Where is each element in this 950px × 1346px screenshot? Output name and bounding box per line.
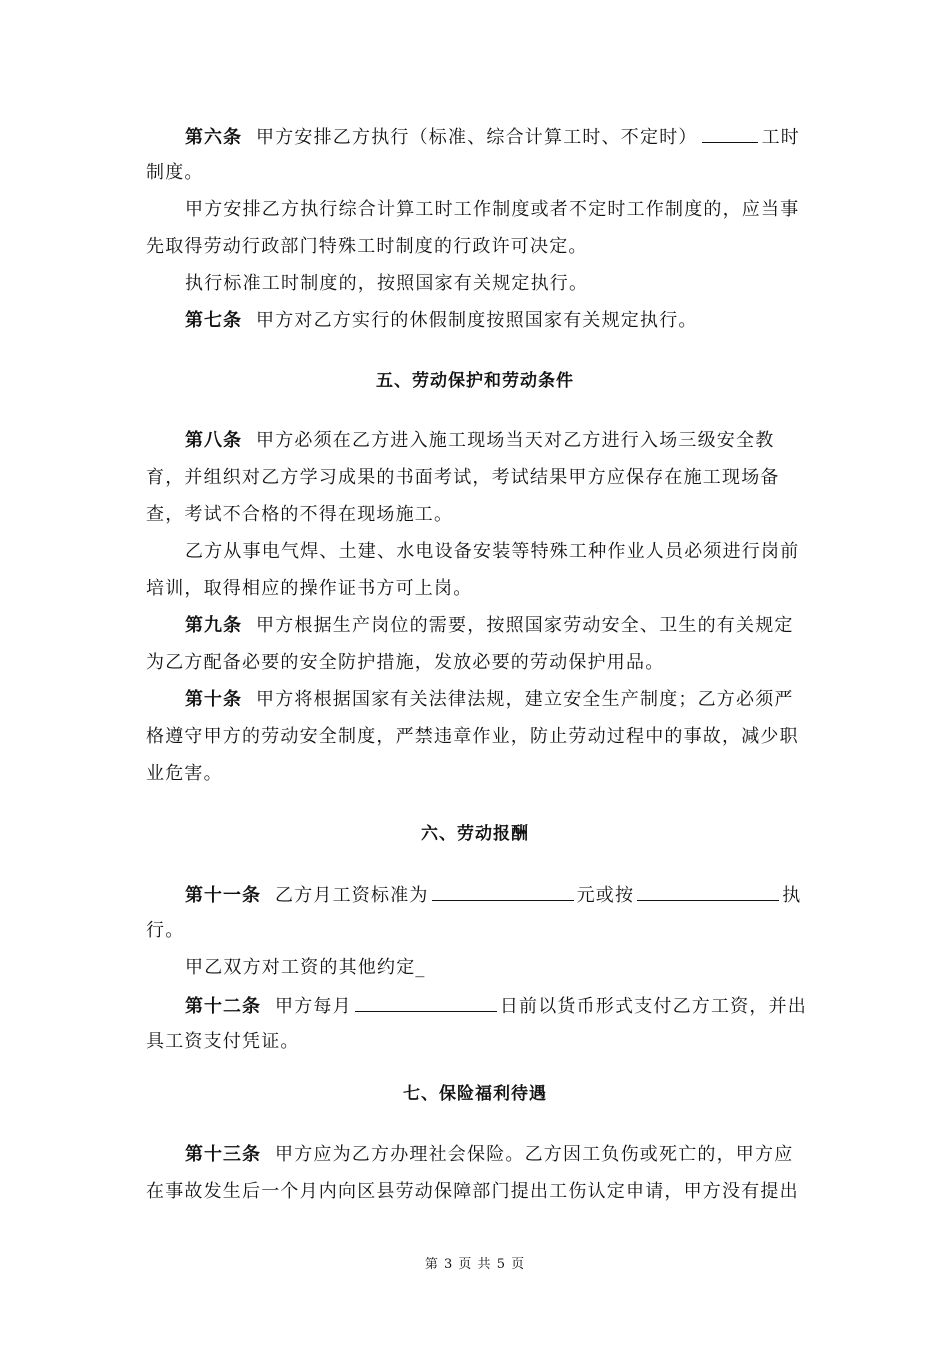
article-11-text-mid: 元或按 [576,885,635,906]
article-11-text: 乙方月工资标准为 [275,885,429,906]
paragraph-line: 甲方安排乙方执行综合计算工时工作制度或者不定时工作制度的，应当事 [185,199,800,220]
article-10-text: 甲方将根据国家有关法律法规，建立安全生产制度；乙方必须严 [256,689,794,710]
article-6-text-tail: 工时 [761,127,801,148]
section-heading-7: 七、保险福利待遇 [403,1084,547,1104]
article-12-text: 甲方每月 [275,996,352,1017]
article-6-text: 甲方安排乙方执行（标准、综合计算工时、不定时） [256,127,698,148]
paragraph-line: 为乙方配备必要的安全防护措施，发放必要的劳动保护用品。 [146,652,665,673]
blank-field-monthly-wage[interactable] [432,882,574,901]
article-10-label: 第十条 [185,689,242,710]
paragraph-line: 育，并组织对乙方学习成果的书面考试，考试结果甲方应保存在施工现场备 [146,467,780,488]
page-number-footer: 第 3 页 共 5 页 [424,1257,526,1272]
article-11-line-1 [185,882,801,908]
article-9-label: 第九条 [185,615,242,636]
paragraph-line: 培训，取得相应的操作证书方可上岗。 [146,578,473,599]
article-9-line-1 [185,614,794,638]
paragraph-line: 格遵守甲方的劳动安全制度，严禁违章作业，防止劳动过程中的事故，减少职 [146,726,799,747]
paragraph-line: 在事故发生后一个月内向区县劳动保障部门提出工伤认定申请，甲方没有提出 [146,1181,799,1202]
article-12-text-tail: 日前以货币形式支付乙方工资，并出 [499,996,808,1017]
article-6-line-2: 制度。 [146,162,204,183]
paragraph-line: 乙方从事电气焊、土建、水电设备安装等特殊工种作业人员必须进行岗前 [185,541,800,562]
section-heading-6: 六、劳动报酬 [421,824,529,844]
article-11-label: 第十一条 [185,885,261,906]
article-10-line-1 [185,688,794,712]
article-8-text: 甲方必须在乙方进入施工现场当天对乙方进行入场三级安全教 [256,430,775,451]
article-13-line-1 [185,1143,793,1167]
article-7-line [185,309,698,333]
article-7-label: 第七条 [185,310,242,331]
section-heading-5: 五、劳动保护和劳动条件 [376,371,574,391]
blank-field-wage-basis[interactable] [637,882,779,901]
paragraph-line: 行。 [146,920,185,941]
article-8-label: 第八条 [185,430,242,451]
article-6-label: 第六条 [185,127,242,148]
paragraph-line: 查，考试不合格的不得在现场施工。 [146,504,454,525]
article-12-label: 第十二条 [185,996,261,1017]
paragraph-line: 业危害。 [146,763,223,784]
article-6-line-1 [185,124,800,150]
paragraph-line: 具工资支付凭证。 [146,1031,300,1052]
article-11-text-tail: 执 [782,885,802,906]
paragraph-line: 先取得劳动行政部门特殊工时制度的行政许可决定。 [146,236,588,257]
article-12-line-1 [185,993,807,1019]
blank-field-pay-day[interactable] [355,993,497,1012]
article-7-text: 甲方对乙方实行的休假制度按照国家有关规定执行。 [256,310,698,331]
blank-field-work-hours[interactable] [702,124,758,143]
paragraph-line: 甲乙双方对工资的其他约定_ [185,957,426,978]
article-8-line-1 [185,429,774,453]
article-9-text: 甲方根据生产岗位的需要，按照国家劳动安全、卫生的有关规定 [256,615,794,636]
article-13-text: 甲方应为乙方办理社会保险。乙方因工负伤或死亡的，甲方应 [275,1144,794,1165]
paragraph-line: 执行标准工时制度的，按照国家有关规定执行。 [185,273,589,294]
article-13-label: 第十三条 [185,1144,261,1165]
